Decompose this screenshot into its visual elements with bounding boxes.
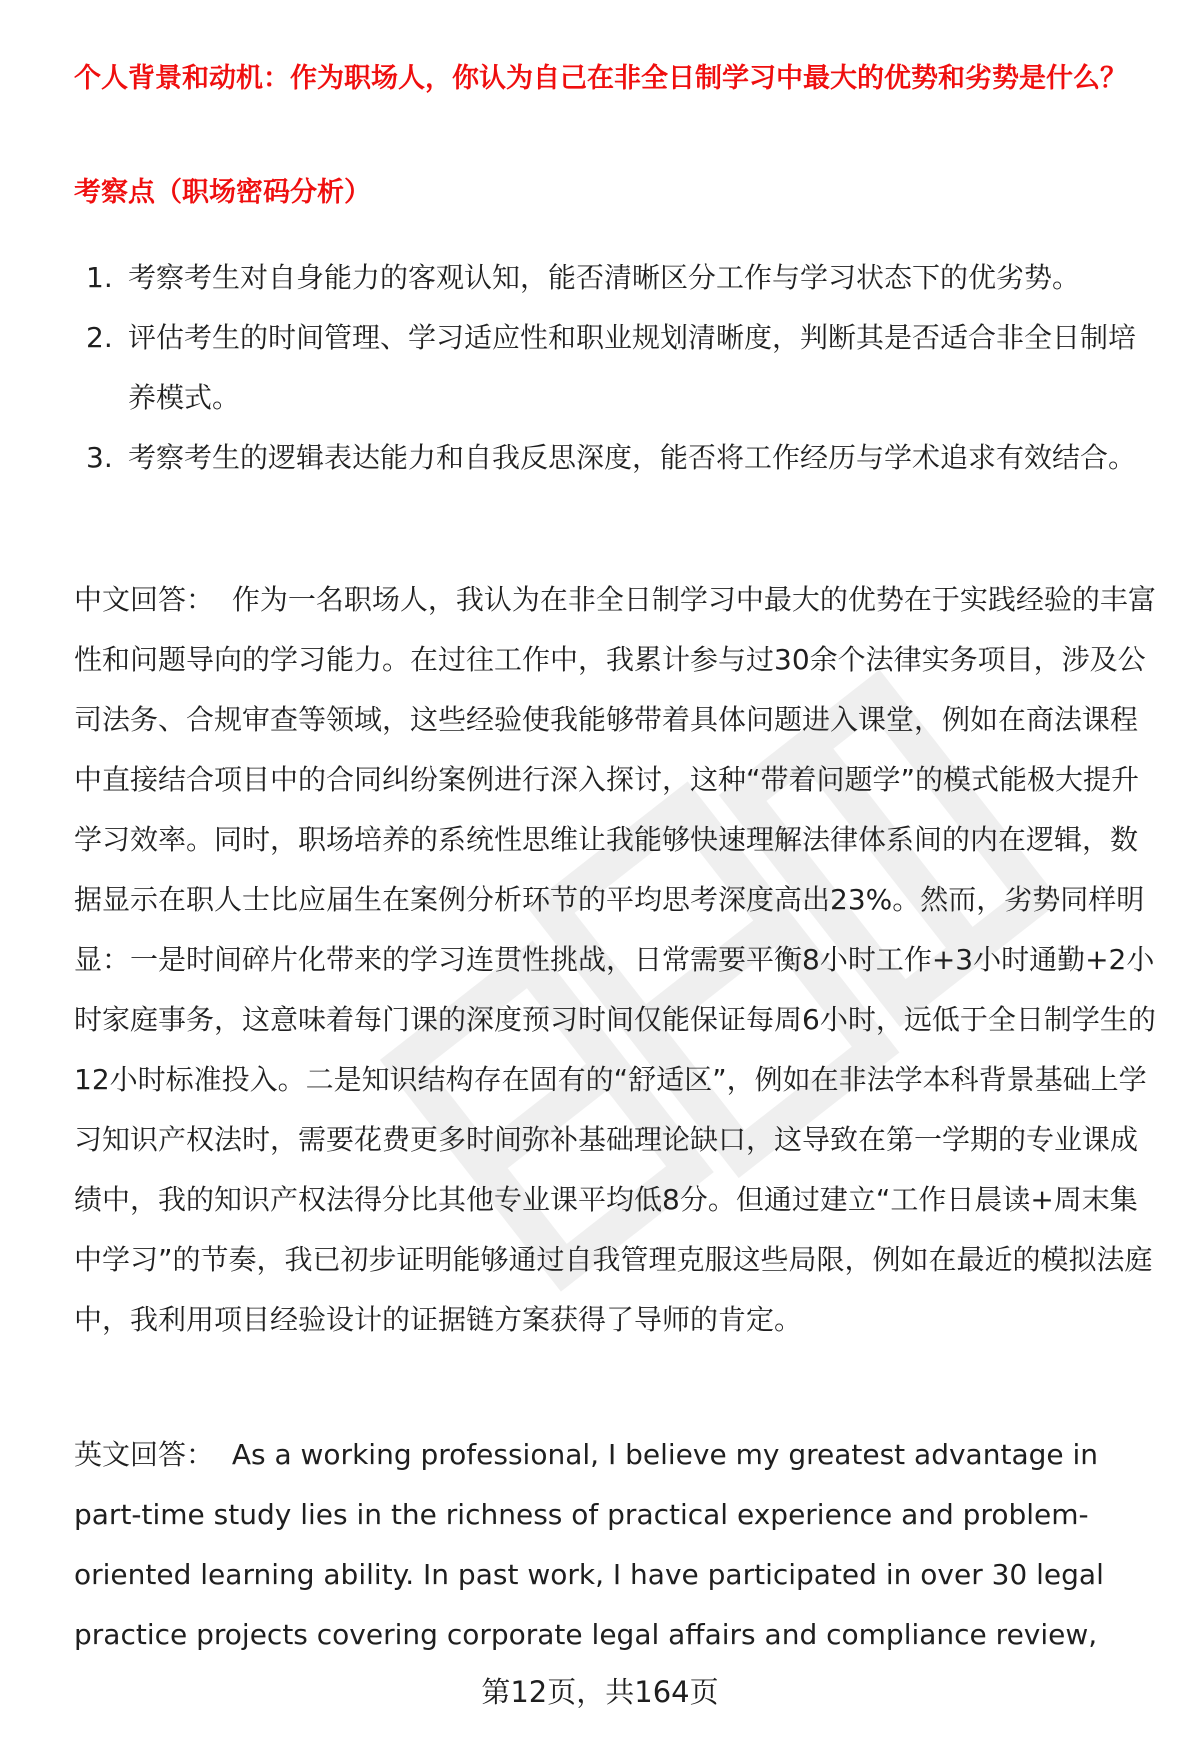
assessment-point-item <box>74 248 1154 308</box>
assessment-point-item <box>74 428 1154 488</box>
english-answer-paragraph <box>74 1425 1164 1665</box>
question-heading: 个人背景和动机：作为职场人，你认为自己在非全日制学习中最大的优势和劣势是什么？ <box>74 63 1127 94</box>
assessment-points-heading: 考察点（职场密码分析） <box>74 177 371 208</box>
english-answer-label: 英文回答： <box>74 1438 215 1471</box>
chinese-answer-label: 中文回答： <box>74 583 215 616</box>
assessment-point-text: 考察考生对自身能力的客观认知，能否清晰区分工作与学习状态下的优劣势。 <box>128 261 1081 294</box>
chinese-answer-text: 作为一名职场人，我认为在非全日制学习中最大的优势在于实践经验的丰富性和问题导向的学习能力。在过往工作中，我累计参与过30余个法律实务项目，涉及公司法务、合规审查等领域，这些经验使我能够带着具体问题进入课堂，例如在商法课程中直接结合项目中的合同纠纷案例进行深入探讨，这种“带着问题学”的模式能极大提升学习效率。同时，职场培养的系统性思维让我能够快速理解法律体系间的内在逻辑，数据显示在职人士比应届生在案例分析环节的平均思考深度高出23%。然而，劣势同样明显：一是时间碎片化带来的学习连贯性挑战，日常需要平衡8小时工作+3小时通勤+2小时家庭事务，这意味着每门课的深度预习时间仅能保证每周6小时，远低于全日制学生的12小时标准投入。二是知识结构存在固有的“舒适区”，例如在非法学本科背景基础上学习知识产权法时，需要花费更多时间弥补基础理论缺口，这导致在第一学期的专业课成绩中，我的知识产权法得分比其他专业课平均低8分。但通过建立“工作日晨读+周末集中学习”的节奏，我已初步证明能够通过自我管理克服这些局限，例如在最近的模拟法庭中，我利用项目经验设计的证据链方案获得了导师的肯定。 <box>74 583 1156 1336</box>
assessment-points-list <box>74 248 1154 488</box>
assessment-point-number: 1. <box>86 261 113 294</box>
assessment-point-number: 2. <box>86 321 113 354</box>
assessment-point-text: 评估考生的时间管理、学习适应性和职业规划清晰度，判断其是否适合非全日制培养模式。 <box>128 321 1137 414</box>
english-answer-text: As a working professional, I believe my greatest advantage in part-time study lies in the richness of practical experience and problem-oriented learning ability. In past work, I have participated in over 30 legal practice projects covering corporate legal affairs and compliance review, <box>74 1438 1104 1651</box>
chinese-answer-paragraph <box>74 570 1164 1350</box>
assessment-point-number: 3. <box>86 441 113 474</box>
assessment-point-text: 考察考生的逻辑表达能力和自我反思深度，能否将工作经历与学术追求有效结合。 <box>128 441 1137 474</box>
assessment-point-item <box>74 308 1154 428</box>
page-number-footer: 第12页，共164页 <box>481 1675 719 1709</box>
